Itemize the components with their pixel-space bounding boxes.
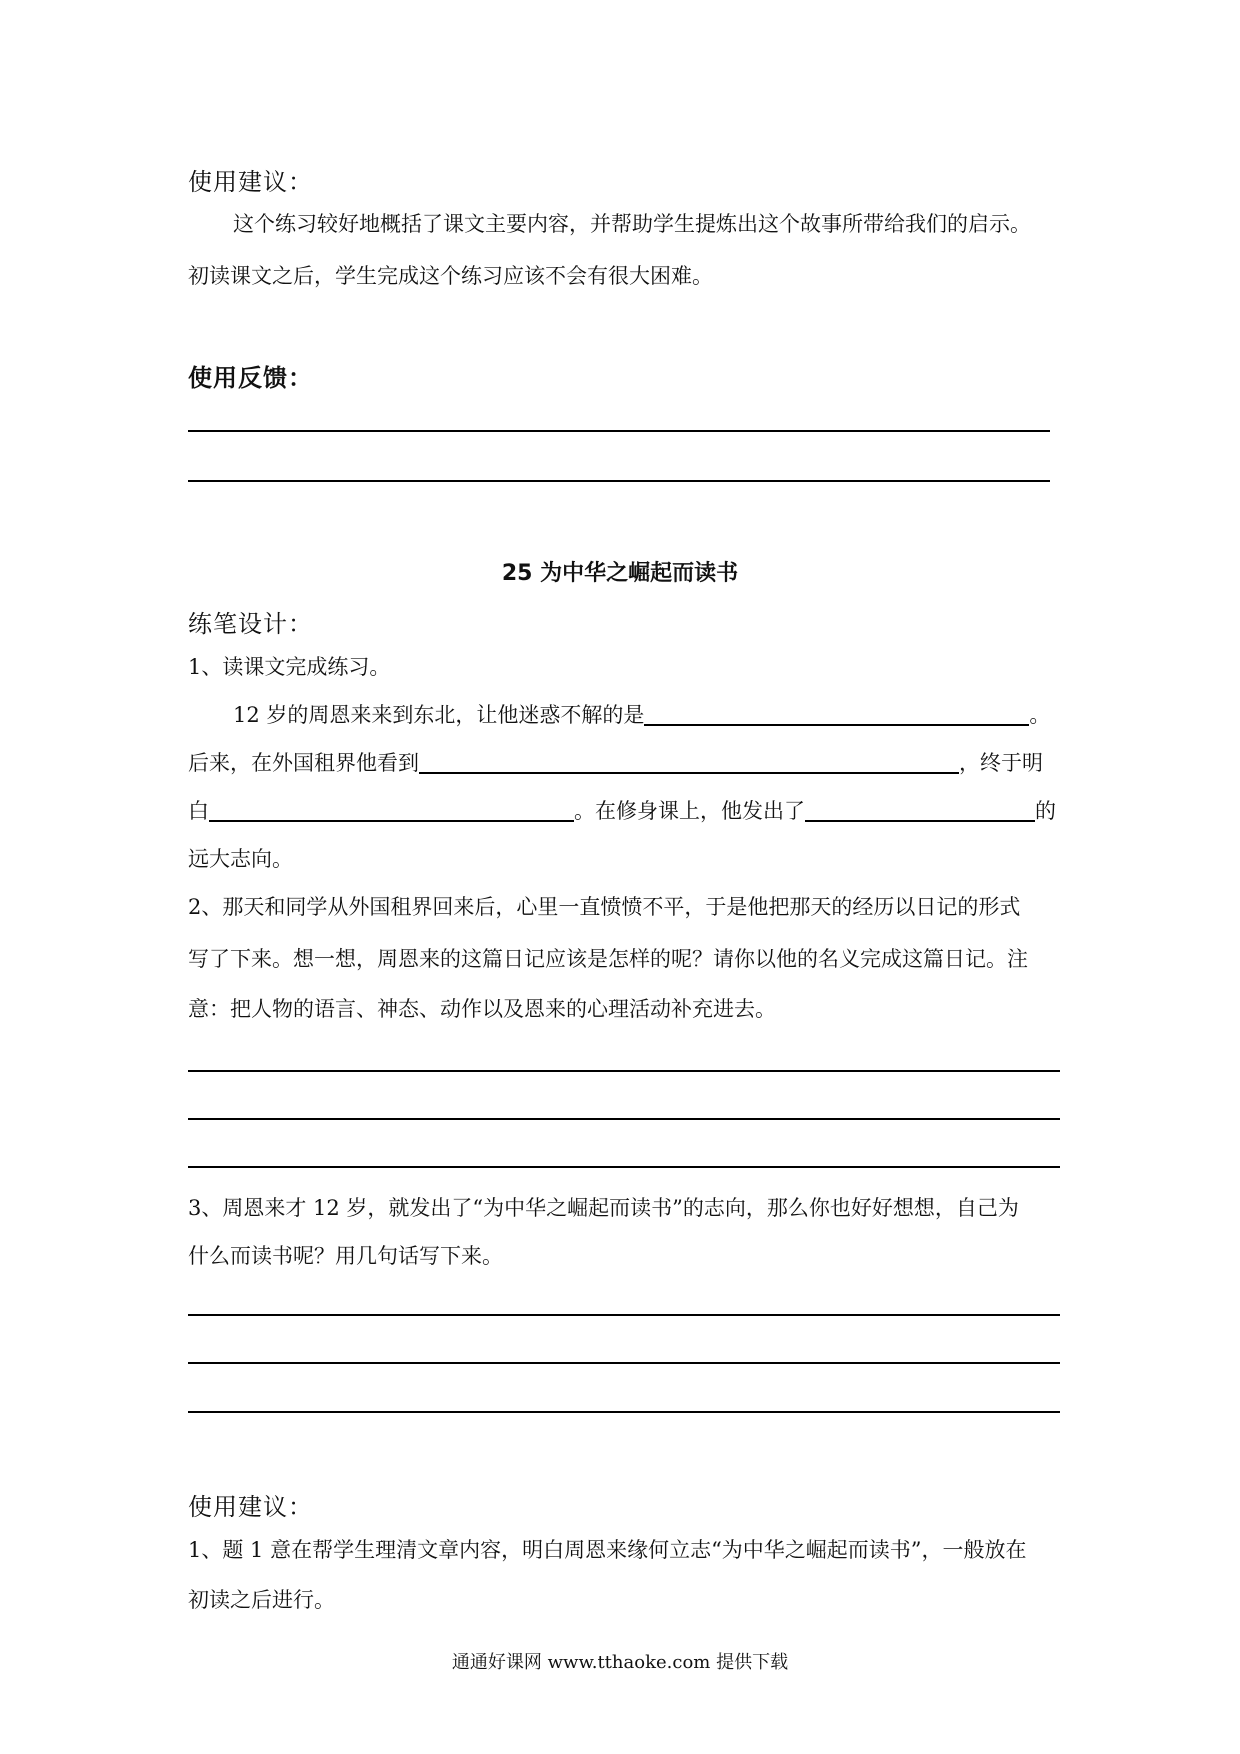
usage-feedback-heading: 使用反馈：	[188, 364, 313, 392]
q1-line3-start: 白	[188, 799, 209, 823]
q1-line2-end: ，终于明	[959, 751, 1043, 775]
lesson-usage-suggestion-heading: 使用建议：	[188, 1493, 313, 1521]
q1-line1-text: 12 岁的周恩来来到东北，让他迷惑不解的是	[233, 703, 645, 727]
q2-answer-line-1[interactable]	[188, 1070, 1060, 1072]
suggestion-paragraph-line2: 初读课文之后，学生完成这个练习应该不会有很大困难。	[188, 264, 713, 288]
question-3-line-2: 什么而读书呢？用几句话写下来。	[188, 1244, 503, 1268]
q2-answer-line-3[interactable]	[188, 1166, 1060, 1168]
question-1-line-2	[188, 739, 1043, 787]
q3-answer-line-2[interactable]	[188, 1362, 1060, 1364]
q1-blank-2[interactable]	[419, 748, 959, 774]
q3-answer-line-1[interactable]	[188, 1314, 1060, 1316]
question-1-line-4: 远大志向。	[188, 847, 293, 871]
question-1-label: 1、读课文完成练习。	[188, 655, 391, 679]
q2-answer-line-2[interactable]	[188, 1118, 1060, 1120]
feedback-answer-line-2[interactable]	[188, 480, 1050, 482]
lesson-title: 25 为中华之崛起而读书	[501, 561, 739, 586]
q1-line3-end: 的	[1035, 799, 1056, 823]
feedback-answer-line-1[interactable]	[188, 430, 1050, 432]
suggestion-paragraph-line1: 这个练习较好地概括了课文主要内容，并帮助学生提炼出这个故事所带给我们的启示。	[233, 212, 1031, 236]
practice-design-heading: 练笔设计：	[188, 610, 313, 638]
usage-suggestion-heading: 使用建议：	[188, 168, 313, 196]
question-3-line-1: 3、周恩来才 12 岁，就发出了“为中华之崛起而读书”的志向，那么你也好好想想，自己为	[188, 1196, 1019, 1220]
q1-line3-mid: 。在修身课上，他发出了	[574, 799, 805, 823]
question-1-line-3	[188, 787, 1056, 835]
lesson-suggestion-line-1: 1、题 1 意在帮学生理清文章内容，明白周恩来缘何立志“为中华之崛起而读书”，一般放在	[188, 1538, 1027, 1562]
q3-answer-line-3[interactable]	[188, 1411, 1060, 1413]
q1-line1-end: 。	[1029, 703, 1051, 727]
footer-download-note: 通通好课网 www.tthaoke.com 提供下载	[451, 1652, 789, 1673]
lesson-suggestion-line-2: 初读之后进行。	[188, 1588, 335, 1612]
question-2-line-1: 2、那天和同学从外国租界回来后，心里一直愤愤不平，于是他把那天的经历以日记的形式	[188, 895, 1021, 919]
question-1-line-1	[233, 691, 1050, 739]
q1-blank-1[interactable]	[644, 700, 1029, 726]
q1-blank-4[interactable]	[805, 796, 1035, 822]
question-2-line-3: 意：把人物的语言、神态、动作以及恩来的心理活动补充进去。	[188, 997, 776, 1021]
q1-blank-3[interactable]	[209, 796, 574, 822]
q1-line2-text: 后来，在外国租界他看到	[188, 751, 419, 775]
question-2-line-2: 写了下来。想一想，周恩来的这篇日记应该是怎样的呢？请你以他的名义完成这篇日记。注	[188, 947, 1028, 971]
